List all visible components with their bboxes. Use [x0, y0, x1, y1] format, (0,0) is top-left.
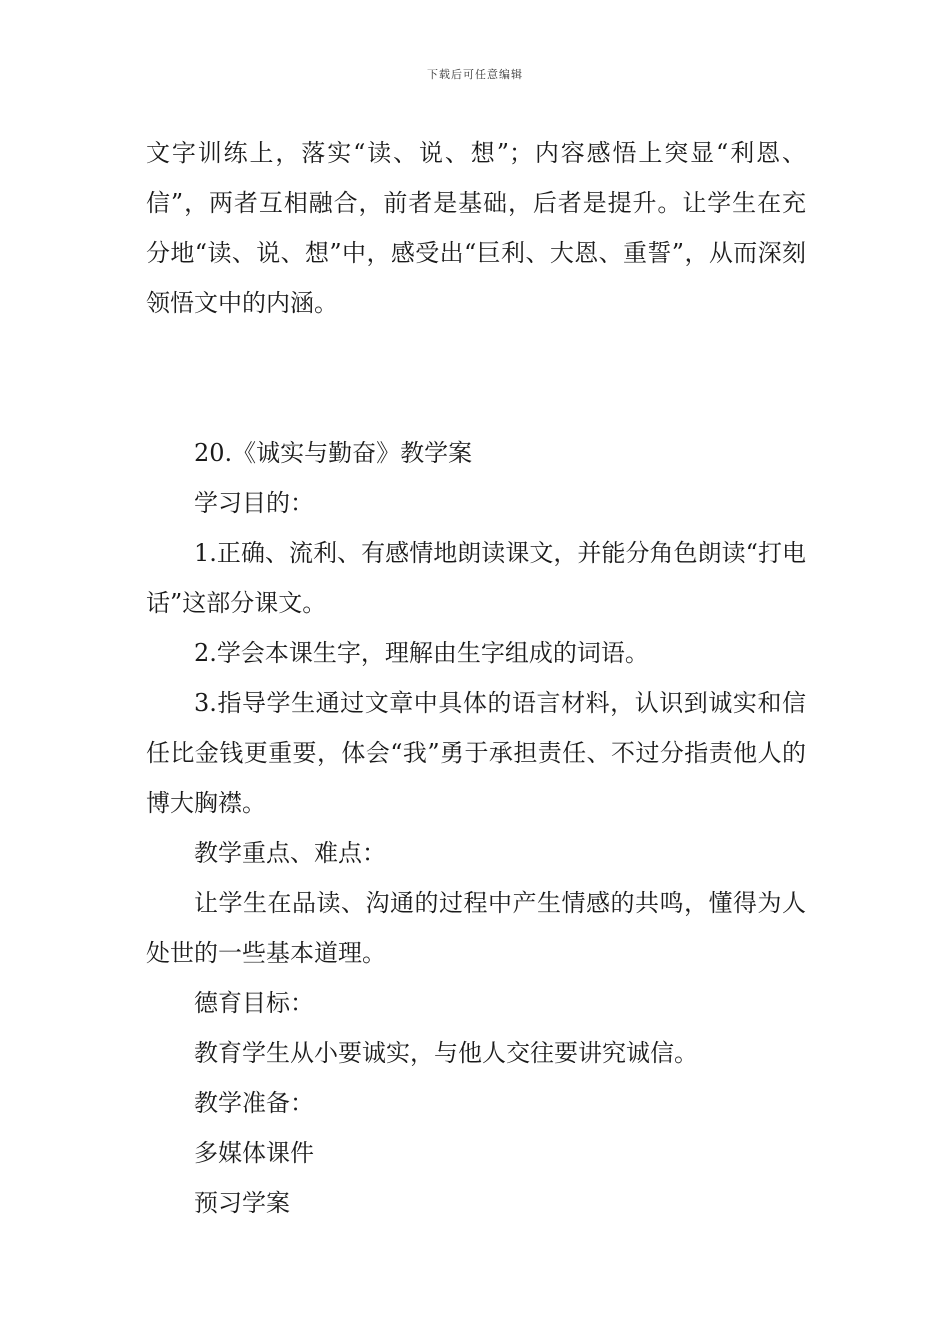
intro-paragraph: 文字训练上，落实“读、说、想”；内容感悟上突显“利恩、信”，两者互相融合，前者是基础，后者是提升。让学生在充分地“读、说、想”中，感受出“巨利、大恩、重誓”，从而深刻领悟文中的内涵。: [146, 139, 806, 317]
page-header: 下载后可任意编辑: [427, 68, 523, 81]
document-body: [146, 128, 806, 1228]
key-points-heading: 教学重点、难点：: [194, 839, 386, 867]
objective-item-3: 3.指导学生通过文章中具体的语言材料，认识到诚实和信任比金钱更重要，体会“我”勇于承担责任、不过分指责他人的博大胸襟。: [146, 689, 806, 817]
key-points-paragraph: 让学生在品读、沟通的过程中产生情感的共鸣，懂得为人处世的一些基本道理。: [146, 889, 806, 967]
lesson-title: 20.《诚实与勤奋》教学案: [194, 439, 473, 467]
section-spacer: [146, 328, 806, 428]
moral-heading: 德育目标：: [194, 989, 314, 1017]
prep-item-2: 预习学案: [194, 1189, 290, 1217]
objective-item-2: 2.学会本课生字，理解由生字组成的词语。: [194, 639, 649, 667]
objectives-heading: 学习目的：: [194, 489, 314, 517]
prep-heading: 教学准备：: [194, 1089, 314, 1117]
moral-paragraph: 教育学生从小要诚实，与他人交往要讲究诚信。: [194, 1039, 698, 1067]
objective-item-1: 1.正确、流利、有感情地朗读课文，并能分角色朗读“打电话”这部分课文。: [146, 539, 806, 617]
prep-item-1: 多媒体课件: [194, 1139, 314, 1167]
